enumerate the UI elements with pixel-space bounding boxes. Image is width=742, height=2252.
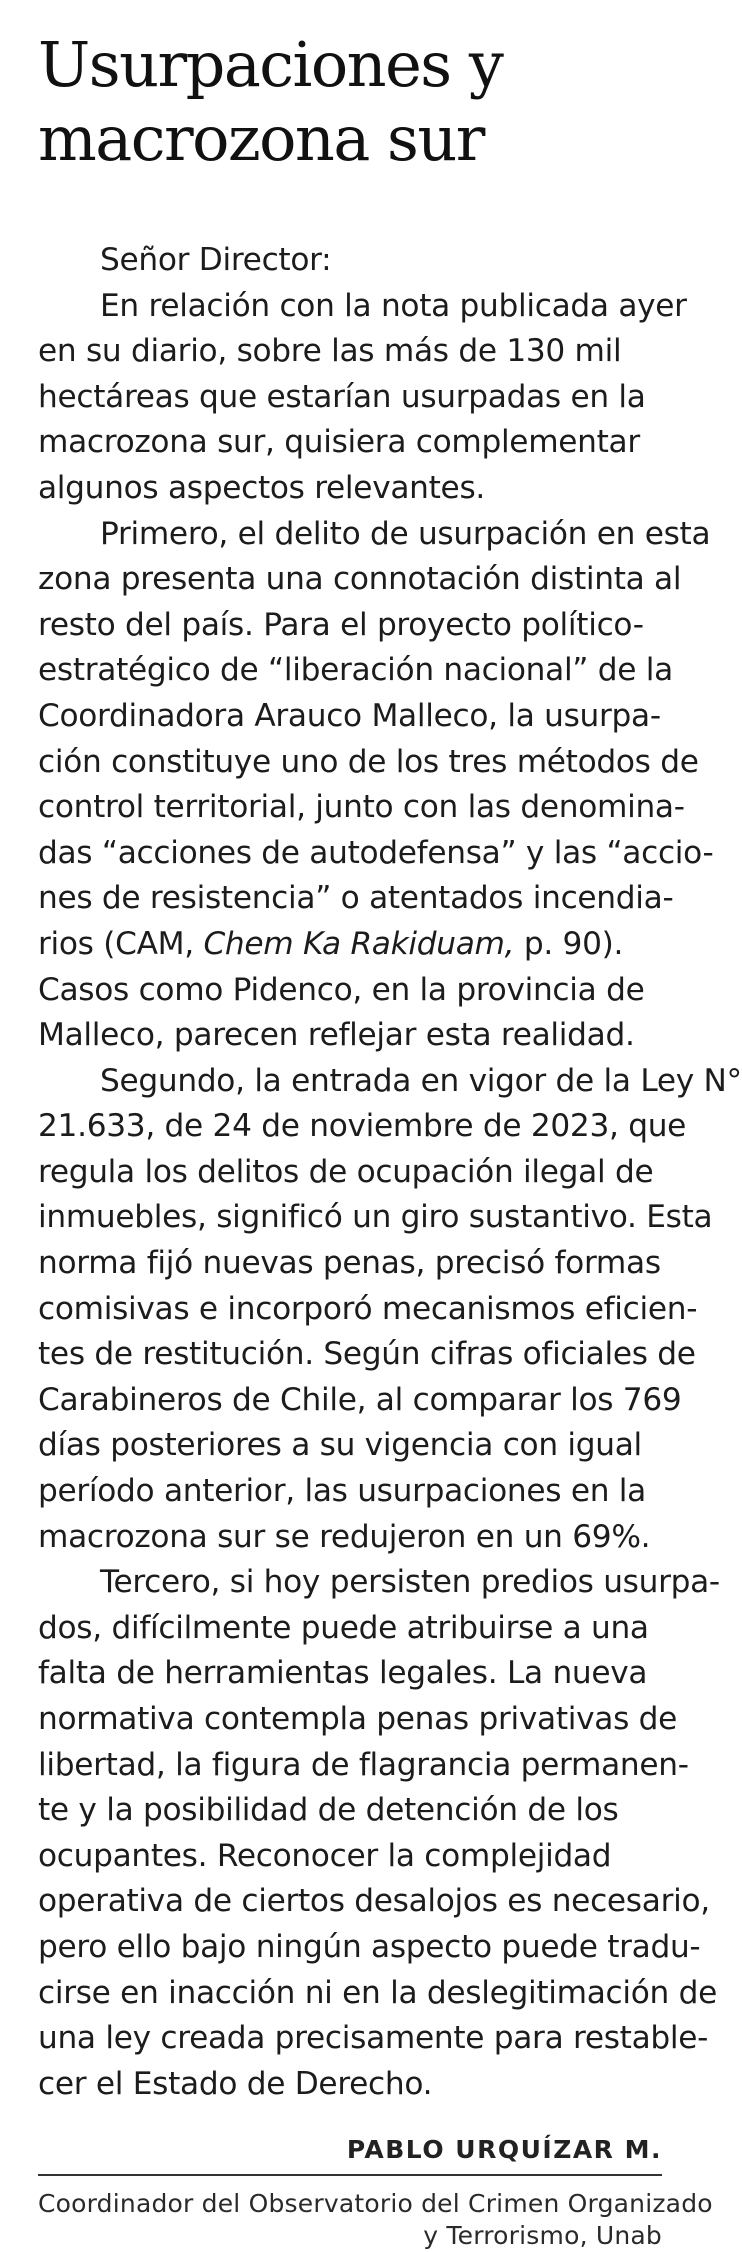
body-line: nes de resistencia” o atentados incendia-	[38, 880, 674, 917]
affiliation-line-1: Coordinador del Observatorio del Crimen Organizado	[38, 2189, 713, 2219]
body-line: macrozona sur, quisiera complementar	[38, 424, 640, 461]
body-line	[38, 922, 662, 968]
body-line: en su diario, sobre las más de 130 mil	[38, 333, 622, 370]
author-name: PABLO URQUÍZAR M.	[346, 2135, 662, 2165]
body-line: una ley creada precisamente para restable-	[38, 2020, 709, 2057]
body-line: Tercero, si hoy persisten predios usurpa-	[100, 1564, 720, 1601]
body-line: algunos aspectos relevantes.	[38, 469, 486, 506]
letter-body	[38, 238, 742, 2107]
body-line: das “acciones de autodefensa” y las “accio-	[38, 834, 714, 871]
signature-divider	[38, 2174, 662, 2176]
body-line: Coordinadora Arauco Malleco, la usurpa-	[38, 697, 661, 734]
body-line: cer el Estado de Derecho.	[38, 2065, 433, 2102]
body-line: estratégico de “liberación nacional” de la	[38, 652, 673, 689]
headline	[38, 28, 662, 176]
body-line: Primero, el delito de usurpación en esta	[100, 515, 711, 552]
body-line: falta de herramientas legales. La nueva	[38, 1655, 648, 1692]
body-line: libertad, la figura de flagrancia permanen-	[38, 1746, 689, 1783]
body-line: Carabineros de Chile, al comparar los 769	[38, 1381, 682, 1418]
body-line: Señor Director:	[100, 242, 332, 278]
body-line: días posteriores a su vigencia con igual	[38, 1427, 642, 1464]
body-line: resto del país. Para el proyecto político-	[38, 606, 644, 643]
body-line: En relación con la nota publicada ayer	[100, 287, 687, 324]
affiliation-line-2: y Terrorismo, Unab	[423, 2221, 662, 2251]
cited-work-title: Chem Ka Rakiduam,	[203, 925, 515, 962]
body-line: ocupantes. Reconocer la complejidad	[38, 1837, 612, 1874]
body-line: Segundo, la entrada en vigor de la Ley N°	[100, 1062, 742, 1099]
author-affiliation	[38, 2188, 713, 2252]
body-line: operativa de ciertos desalojos es necesario,	[38, 1883, 710, 1920]
body-line: tes de restitución. Según cifras oficiales de	[38, 1336, 696, 1373]
body-line: ción constituye uno de los tres métodos de	[38, 743, 699, 780]
body-line: te y la posibilidad de detención de los	[38, 1792, 619, 1829]
body-line: pero ello bajo ningún aspecto puede tradu-	[38, 1928, 701, 1965]
body-line: Malleco, parecen reflejar esta realidad.	[38, 1017, 635, 1054]
body-line: 21.633, de 24 de noviembre de 2023, que	[38, 1108, 687, 1145]
body-line: zona presenta una connotación distinta al	[38, 561, 682, 598]
headline-line-1: Usurpaciones y	[38, 28, 503, 101]
body-line: norma fijó nuevas penas, precisó formas	[38, 1245, 661, 1282]
body-line: macrozona sur se redujeron en un 69%.	[38, 1518, 651, 1555]
body-line: inmuebles, significó un giro sustantivo. Esta	[38, 1199, 713, 1236]
body-line: dos, difícilmente puede atribuirse a una	[38, 1609, 649, 1646]
body-line: cirse en inacción ni en la deslegitimación de	[38, 1974, 718, 2011]
body-line: período anterior, las usurpaciones en la	[38, 1473, 646, 1510]
body-line: Casos como Pidenco, en la provincia de	[38, 971, 645, 1008]
body-text: p. 90).	[514, 925, 624, 962]
body-line: control territorial, junto con las denomina-	[38, 789, 685, 826]
body-line: normativa contempla penas privativas de	[38, 1701, 678, 1737]
body-text: rios (CAM,	[38, 925, 204, 962]
body-line: comisivas e incorporó mecanismos eficien-	[38, 1290, 698, 1327]
headline-line-2: macrozona sur	[38, 102, 484, 175]
body-line: regula los delitos de ocupación ilegal de	[38, 1153, 654, 1190]
body-line: hectáreas que estarían usurpadas en la	[38, 378, 646, 415]
